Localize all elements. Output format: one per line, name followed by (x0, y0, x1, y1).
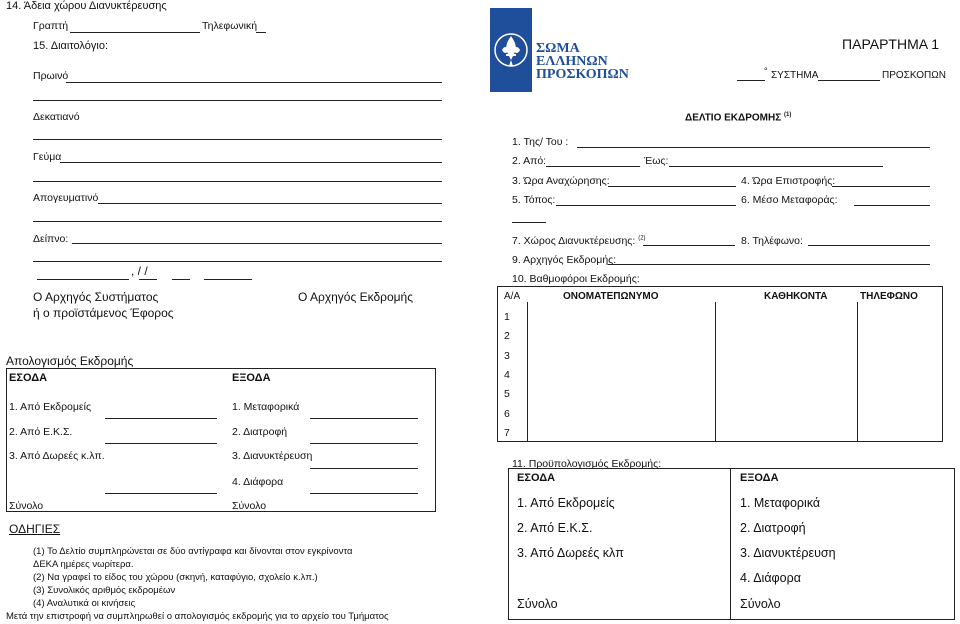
form-title-note: (1) (784, 112, 792, 118)
table-row-number: 3 (504, 350, 510, 362)
field-2-to-line[interactable] (669, 166, 883, 167)
table-row-number: 4 (504, 369, 510, 381)
form-title (685, 112, 791, 123)
expense-total-label: Σύνολο (232, 500, 267, 512)
income-total-label: Σύνολο (9, 500, 44, 512)
table-row-number: 1 (504, 311, 510, 323)
scouts-label: ΠΡΟΣΚΟΠΩΝ (882, 70, 946, 81)
logo-wordmark (536, 42, 629, 81)
income-item-1: 1. Από Εκδρομείς (9, 401, 92, 413)
plan-expense-item-2: 2. Διατροφή (740, 521, 806, 535)
table-column-divider (527, 302, 528, 442)
logo-line-2: ΕΛΛΗΝΩΝ (536, 54, 608, 69)
budget-report-box (6, 368, 436, 512)
income-title: ΕΣΟΔΑ (9, 372, 48, 384)
table-header-name: ΟΝΟΜΑΤΕΠΩΝΥΜΟ (563, 291, 659, 302)
date-day-line[interactable] (139, 279, 157, 280)
plan-income-item-3: 3. Από Δωρεές κλπ (517, 546, 624, 560)
plan-income-item-1: 1. Από Εκδρομείς (517, 496, 615, 510)
table-row-number: 5 (504, 388, 510, 400)
meal-lunch-line[interactable] (60, 162, 442, 163)
logo-line-3: ΠΡΟΣΚΟΠΩΝ (536, 67, 629, 82)
field-3-label: 3. Ώρα Αναχώρησης: (512, 175, 610, 187)
instruction-4: (4) Αναλυτικά οι κινήσεις (33, 598, 136, 609)
expense-item-3: 3. Διανυκτέρευση (232, 450, 313, 462)
plan-income-total: Σύνολο (517, 597, 558, 611)
plan-expense-item-3: 3. Διανυκτέρευση (740, 546, 836, 560)
footer-note: Μετά την επιστροφή να συμπληρωθεί ο απολογισμός εκδρομής για το αρχείο του Τμήματος (6, 611, 389, 622)
date-place-line[interactable] (37, 279, 129, 280)
instruction-1-cont: ΔΕΚΑ ημέρες νωρίτερα. (33, 559, 134, 570)
field-6-line[interactable] (854, 205, 930, 206)
field-4-label: 4. Ώρα Επιστροφής: (741, 175, 836, 187)
date-year-line[interactable] (204, 279, 252, 280)
meal-line[interactable] (33, 261, 442, 262)
expense-item-1: 1. Μεταφορικά (232, 401, 300, 413)
table-column-divider (857, 302, 858, 442)
income-item-2: 2. Από Ε.Κ.Σ. (9, 426, 73, 438)
budget-plan-box (508, 468, 955, 620)
meal-afternoon-line[interactable] (98, 203, 442, 204)
system-number-line[interactable] (737, 80, 765, 81)
table-header-phone: ΤΗΛΕΦΩΝΟ (860, 291, 918, 302)
table-row-number: 7 (504, 427, 510, 439)
meal-lunch-label: Γεύμα (33, 151, 62, 163)
field-4-line[interactable] (832, 186, 930, 187)
field-8-label: 8. Τηλέφωνο: (741, 235, 803, 247)
meal-dinner-label: Δείπνο: (33, 233, 69, 245)
meal-line[interactable] (33, 221, 442, 222)
table-row-number: 2 (504, 330, 510, 342)
field-6-extra-line[interactable] (512, 222, 546, 223)
income-line-2[interactable] (105, 443, 217, 444)
system-label: ΣΥΣΤΗΜΑ (771, 70, 819, 81)
scout-logo-emblem-icon (490, 8, 532, 92)
field-7-line[interactable] (643, 245, 735, 246)
plan-income-item-2: 2. Από Ε.Κ.Σ. (517, 521, 593, 535)
table-header-no: Α/Α (504, 291, 521, 302)
field-3-line[interactable] (608, 186, 736, 187)
plan-expense-title: ΕΞΟΔΑ (740, 472, 779, 484)
plan-expense-item-1: 1. Μεταφορικά (740, 496, 821, 510)
expense-line-4[interactable] (310, 493, 418, 494)
meal-line[interactable] (33, 139, 442, 140)
degree-mark: ° (764, 66, 768, 76)
meal-afternoon-label: Απογευματινό (33, 192, 99, 204)
plan-expense-item-4: 4. Διάφορα (740, 571, 801, 585)
trip-leader-signature-label: Ο Αρχηγός Εκδρομής (298, 290, 414, 304)
income-item-3: 3. Από Δωρεές κ.λπ. (9, 450, 105, 462)
system-leader-label: Ο Αρχηγός Συστήματος (33, 290, 159, 304)
item-15-heading: 15. Διαιτολόγιο: (33, 40, 109, 52)
phone-permit-line[interactable] (256, 32, 266, 33)
field-5-label: 5. Τόπος: (512, 194, 556, 206)
table-row-number: 6 (504, 408, 510, 420)
field-9-line[interactable] (608, 264, 930, 265)
field-2-label: 2. Από: (512, 155, 547, 167)
meal-line[interactable] (33, 100, 442, 101)
expense-line-1[interactable] (310, 418, 418, 419)
field-5-line[interactable] (556, 205, 736, 206)
appendix-title: ΠΑΡΑΡΤΗΜΑ 1 (842, 36, 939, 52)
field-9-label: 9. Αρχηγός Εκδρομής: (512, 254, 617, 266)
form-title-text: ΔΕΛΤΙΟ ΕΚΔΡΟΜΗΣ (685, 112, 782, 124)
field-2-from-line[interactable] (546, 166, 640, 167)
table-column-divider (715, 302, 716, 442)
plan-income-title: ΕΣΟΔΑ (517, 472, 556, 484)
income-line-1[interactable] (105, 418, 217, 419)
field-11-label: 11. Προϋπολογισμός Εκδρομής: (512, 458, 662, 470)
field-8-line[interactable] (808, 245, 930, 246)
field-2-to-label: Έως: (644, 155, 669, 167)
field-7-note: (2) (638, 235, 646, 242)
budget-column-divider (730, 468, 731, 620)
table-header-duties: ΚΑΘΗΚΟΝΤΑ (764, 291, 828, 302)
chief-commissioner-label: ή ο προϊστάμενος Έφορος (33, 306, 174, 320)
written-permit-line[interactable] (70, 32, 200, 33)
field-7-text: 7. Χώρος Διανυκτέρευσης: (512, 235, 636, 247)
field-6-label: 6. Μέσο Μεταφοράς: (741, 194, 838, 206)
meal-line[interactable] (33, 181, 442, 182)
expense-title: ΕΞΟΔΑ (232, 372, 271, 384)
field-1-label: 1. Της/ Του : (512, 136, 569, 148)
logo-line-1: ΣΩΜΑ (536, 41, 580, 56)
instruction-3: (3) Συνολικός αριθμός εκδρομέων (33, 585, 176, 596)
expense-line-3[interactable] (310, 468, 418, 469)
meal-snack-label: Δεκατιανό (33, 111, 80, 123)
date-month-line[interactable] (172, 279, 190, 280)
instructions-title: ΟΔΗΓΙΕΣ (9, 522, 61, 536)
budget-report-title: Απολογισμός Εκδρομής (6, 354, 134, 368)
item-14-heading: 14. Άδεια χώρου Διανυκτέρευσης (6, 0, 167, 12)
plan-expense-total: Σύνολο (740, 597, 781, 611)
expense-item-4: 4. Διάφορα (232, 476, 284, 488)
field-10-label: 10. Βαθμοφόροι Εκδρομής: (512, 273, 640, 285)
meal-dinner-line[interactable] (72, 243, 442, 244)
field-1-line[interactable] (577, 147, 930, 148)
expense-line-2[interactable] (310, 443, 418, 444)
field-7-label (512, 235, 646, 247)
meal-breakfast-label: Πρωινό (33, 70, 69, 82)
phone-permit-label: Τηλεφωνική (202, 20, 258, 32)
expense-item-2: 2. Διατροφή (232, 426, 288, 438)
instruction-1: (1) Το Δελτίο συμπληρώνεται σε δύο αντίγραφα και δίνονται στον εγκρίνοντα (33, 546, 353, 557)
written-permit-label: Γραπτή (33, 20, 69, 32)
meal-breakfast-line[interactable] (66, 82, 442, 83)
system-name-line[interactable] (818, 80, 880, 81)
income-line-3[interactable] (105, 493, 217, 494)
instruction-2: (2) Να γραφεί το είδος του χώρου (σκηνή, καταφύγιο, σχολείο κ.λπ.) (33, 572, 318, 583)
leaders-table (497, 286, 943, 442)
date-separators: , / / (131, 264, 148, 278)
